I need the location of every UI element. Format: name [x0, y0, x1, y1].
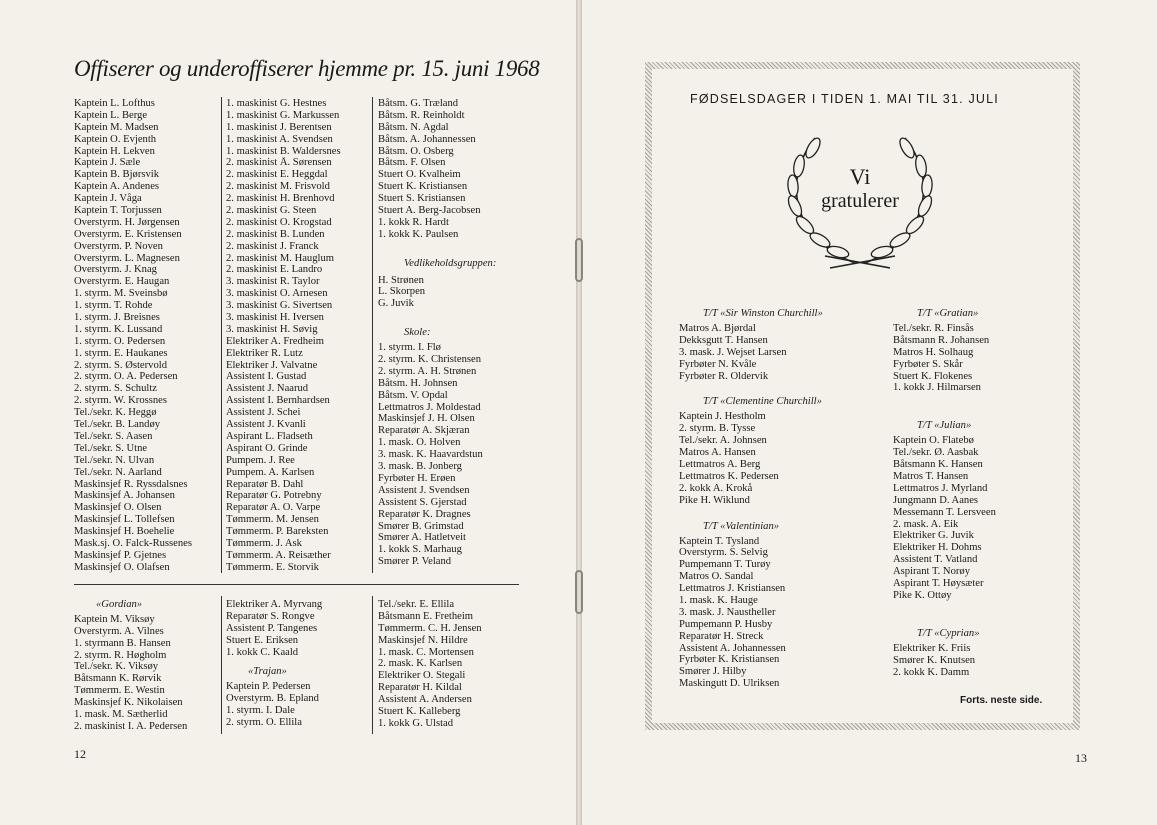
list-item: 2. styrm. S. Østervold — [74, 359, 167, 371]
list-item: Elektriker J. Valvatne — [226, 359, 318, 371]
crew-member: Elektriker G. Juvik — [893, 530, 974, 542]
list-item: 1. maskinist J. Berentsen — [226, 121, 332, 133]
list-item: Maskinsjef H. Boehelie — [74, 526, 175, 538]
list-item: 1. kokk S. Marhaug — [378, 544, 462, 556]
list-item: Pumpem. A. Karlsen — [226, 466, 315, 478]
list-item: 1. styrm. E. Haukanes — [74, 347, 168, 359]
crew-member: Aspirant T. Norøy — [893, 566, 970, 578]
list-item: L. Skorpen — [378, 286, 426, 298]
birthday-column-b — [893, 308, 996, 692]
staple-top — [575, 238, 583, 282]
list-item: 1. kokk C. Kaald — [226, 646, 299, 658]
list-item: 1. styrm. I. Flø — [378, 342, 441, 354]
list-item: 2. styrm. S. Schultz — [74, 383, 157, 395]
list-item: Assistent J. Schei — [226, 407, 301, 419]
list-item: Pumpem. J. Ree — [226, 454, 295, 466]
wreath-text — [820, 165, 900, 213]
continued-note: Forts. neste side. — [960, 695, 1043, 706]
list-item: Tømmerm. C. H. Jensen — [378, 622, 482, 634]
crew-member: Elektriker H. Dohms — [893, 542, 982, 554]
list-item: 1. maskinist B. Waldersnes — [226, 145, 341, 157]
ship-group — [679, 396, 823, 506]
list-item: Stuert S. Kristiansen — [378, 193, 466, 205]
ship-heading: T/T «Sir Winston Churchill» — [703, 308, 823, 319]
crew-member: Matros A. Hansen — [679, 447, 756, 459]
crew-member: Pumpemann T. Turøy — [679, 559, 771, 571]
list-item: Båtsm. A. Johannessen — [378, 133, 476, 145]
list-item: Maskinsjef O. Olafsen — [74, 561, 170, 573]
page-number-left: 12 — [74, 747, 86, 761]
list-item: 3. maskinist H. Iversen — [226, 312, 324, 324]
list-item: Tel./sekr. B. Landøy — [74, 419, 161, 431]
list-item: Stuert K. Kalleberg — [378, 706, 461, 718]
list-item: Assistent P. Tangenes — [226, 622, 318, 634]
section-divider — [74, 584, 519, 585]
list-item: 1. kokk R. Hardt — [378, 216, 449, 228]
list-item: Tel./sekr. K. Viksøy — [74, 661, 159, 673]
list-item: Assistent J. Svendsen — [378, 484, 470, 496]
list-item: Stuert E. Eriksen — [226, 634, 299, 646]
list-item: Båtsm. N. Agdal — [378, 121, 449, 133]
list-item: Tømmerm. E. Westin — [74, 685, 165, 697]
crew-member: Pike H. Wiklund — [679, 494, 750, 506]
staple-bottom — [575, 570, 583, 614]
list-item: 2. styrm. R. Høgholm — [74, 649, 167, 661]
crew-member: Kaptein J. Hestholm — [679, 411, 766, 423]
crew-member: Fyrbøter N. Kvåle — [679, 358, 757, 370]
crew-member: Kaptein T. Tysland — [679, 535, 760, 547]
list-item: Aspirant L. Fladseth — [226, 430, 313, 442]
list-item: Smører P. Veland — [378, 556, 452, 568]
list-item: 2. maskinist E. Landro — [226, 264, 323, 276]
list-item: Aspirant O. Grinde — [226, 442, 308, 454]
ship-heading: T/T «Gratian» — [917, 308, 979, 319]
crew-member: Lettmatros K. Pedersen — [679, 470, 779, 482]
officers-column-2 — [226, 98, 341, 574]
crew-member: Jungmann D. Aanes — [893, 494, 979, 506]
group-heading: Skole: — [404, 327, 431, 339]
list-item: Kaptein A. Andenes — [74, 181, 160, 193]
crew-member: Assistent T. Vatland — [893, 554, 978, 566]
list-item: 1. maskinist A. Svendsen — [226, 133, 333, 145]
crew-member: 1. kokk J. Hilmarsen — [893, 382, 981, 394]
trajan-column — [226, 599, 322, 729]
list-item: 3. mask. K. Haavardstun — [378, 449, 483, 461]
list-item: Reparatør A. Skjæran — [378, 425, 470, 437]
crew-member: Reparatør H. Streck — [679, 630, 764, 642]
list-item: Maskinsjef K. Nikolaisen — [74, 697, 183, 709]
list-item: Kaptein O. Evjenth — [74, 133, 157, 145]
list-item: Kaptein M. Madsen — [74, 121, 159, 133]
list-item: Tel./sekr. S. Utne — [74, 442, 148, 454]
list-item: Båtsm. O. Osberg — [378, 145, 454, 157]
crew-member: Matros H. Solhaug — [893, 346, 974, 358]
list-item: 2. maskinist B. Lunden — [226, 228, 325, 240]
list-item: Mask.sj. O. Falck-Russenes — [74, 537, 192, 549]
list-item: Maskinsjef A. Johansen — [74, 490, 175, 502]
list-item: Reparatør G. Potrebny — [226, 490, 322, 502]
crew-member: Pike K. Ottøy — [893, 589, 952, 601]
wreath-line-1: Vi — [849, 164, 871, 189]
crew-member: Overstyrm. S. Selvig — [679, 547, 768, 559]
list-item: 2. maskinist M. Hauglum — [226, 252, 334, 264]
crew-member: Matros O. Sandal — [679, 571, 754, 583]
list-item: 2. styrm. W. Krossnes — [74, 395, 167, 407]
list-item: 2. styrm. O. Ellila — [226, 717, 302, 729]
list-item: Reparatør K. Dragnes — [378, 508, 471, 520]
crew-member: Tel./sekr. R. Finsås — [893, 323, 974, 334]
ship-heading: «Gordian» — [96, 599, 143, 610]
list-item: Overstyrm. J. Knag — [74, 264, 157, 276]
list-item: Assistent J. Naarud — [226, 383, 309, 395]
list-item: 2. styrm. O. A. Pedersen — [74, 371, 178, 383]
crew-member: Pumpemann P. Husby — [679, 618, 773, 630]
crew-member: Fyrbøter R. Oldervik — [679, 370, 769, 382]
list-item: Kaptein J. Våga — [74, 193, 142, 205]
list-item: Maskinsjef J. H. Olsen — [378, 413, 475, 425]
list-item: 1. mask. C. Mortensen — [378, 646, 474, 658]
list-item: Kaptein H. Lekven — [74, 145, 155, 157]
ship-group — [893, 420, 996, 601]
ship-group — [679, 308, 823, 382]
crew-member: 2. mask. A. Eik — [893, 518, 959, 530]
list-item: Maskinsjef P. Gjetnes — [74, 549, 167, 561]
list-item: G. Juvik — [378, 298, 414, 310]
crew-member: Kaptein O. Flatebø — [893, 435, 974, 447]
list-item: Tel./sekr. E. Ellila — [378, 599, 455, 610]
crew-member: 3. mask. J. Naustheller — [679, 606, 776, 618]
list-item: Stuert A. Berg-Jacobsen — [378, 205, 481, 217]
list-item: Kaptein J. Sæle — [74, 157, 141, 169]
list-item: 3. maskinist R. Taylor — [226, 276, 320, 288]
crew-member: Fyrbøter K. Kristiansen — [679, 654, 780, 666]
crew-member: Tel./sekr. Ø. Aasbak — [893, 447, 979, 459]
list-item: 2. styrm. K. Christensen — [378, 354, 481, 366]
list-item: Båtsm. F. Olsen — [378, 157, 446, 169]
list-item: Tømmerm. J. Ask — [226, 537, 302, 549]
ship-group — [893, 628, 996, 679]
ship-group — [893, 308, 996, 394]
list-item: Båtsm. V. Opdal — [378, 389, 448, 401]
ship-heading: T/T «Valentinian» — [703, 520, 780, 532]
list-item: 2. maskinist G. Steen — [226, 205, 317, 217]
crew-member: 2. styrm. B. Tysse — [679, 423, 756, 435]
column-divider — [372, 596, 373, 734]
list-item: Reparatør S. Rongve — [226, 610, 315, 622]
crew-member: Messemann T. Lersveen — [893, 506, 996, 518]
list-item: 3. maskinist G. Sivertsen — [226, 300, 333, 312]
list-item: Kaptein B. Bjørsvik — [74, 169, 160, 181]
list-item: Kaptein M. Viksøy — [74, 613, 155, 625]
list-item: 1. styrm. T. Rohde — [74, 300, 153, 312]
list-item: 1. kokk G. Ulstad — [378, 717, 454, 729]
list-item: 2. maskinist I. A. Pedersen — [74, 720, 188, 732]
ship-heading: T/T «Clementine Churchill» — [703, 396, 822, 408]
column-divider — [221, 97, 222, 573]
crew-member: 1. mask. K. Hauge — [679, 595, 758, 607]
ship-heading: T/T «Cyprian» — [917, 627, 980, 639]
list-item: Overstyrm. E. Kristensen — [74, 228, 182, 240]
list-item: 1. styrmann B. Hansen — [74, 637, 171, 649]
list-item: Overstyrm. P. Noven — [74, 240, 163, 252]
list-item: 2. maskinist O. Krogstad — [226, 216, 332, 228]
list-item: 2. maskinist H. Brenhovd — [226, 193, 335, 205]
crew-member: Båtsmann R. Johansen — [893, 334, 990, 346]
crew-member: Assistent A. Johannessen — [679, 642, 786, 654]
bottom-column-3 — [378, 599, 482, 730]
list-item: 1. styrm. J. Breisnes — [74, 312, 160, 324]
crew-member: Aspirant T. Høysæter — [893, 578, 984, 590]
list-item: 2. mask. K. Karlsen — [378, 658, 463, 670]
list-item: 3. maskinist H. Søvig — [226, 323, 318, 335]
crew-member: Elektriker K. Friis — [893, 642, 971, 654]
list-item: Maskinsjef R. Ryssdalsnes — [74, 478, 188, 490]
list-item: Båtsmann E. Fretheim — [378, 610, 474, 622]
list-item: Tømmerm. A. Reisæther — [226, 549, 331, 561]
crew-member: Lettmatros J. Kristiansen — [679, 583, 786, 595]
crew-member: Smører J. Hilby — [679, 666, 747, 678]
list-item: 1. styrm. M. Sveinsbø — [74, 288, 168, 300]
page-number-right: 13 — [1075, 751, 1087, 765]
list-item: Maskinsjef O. Olsen — [74, 502, 162, 514]
list-item: Reparatør A. O. Varpe — [226, 502, 321, 514]
list-item: Båtsmann K. Rørvik — [74, 673, 162, 685]
officers-column-1 — [74, 98, 192, 574]
list-item: 1. maskinist G. Hestnes — [226, 98, 327, 109]
crew-member: Båtsmann K. Hansen — [893, 459, 983, 471]
list-item: Tømmerm. E. Storvik — [226, 561, 319, 573]
list-item: 1. styrm. I. Dale — [226, 705, 295, 717]
list-item: Assistent S. Gjerstad — [378, 496, 467, 508]
list-item: Elektriker O. Stegali — [378, 670, 466, 682]
column-divider — [372, 97, 373, 573]
crew-member: Smører K. Knutsen — [893, 654, 976, 666]
list-item: Stuert O. Kvalheim — [378, 169, 461, 181]
crew-member: Fyrbøter S. Skår — [893, 358, 963, 370]
list-item: Tel./sekr. K. Heggø — [74, 407, 157, 419]
list-item: Båtsm. R. Reinholdt — [378, 109, 465, 121]
list-item: 2. maskinist M. Frisvold — [226, 181, 330, 193]
list-item: Overstyrm. E. Haugan — [74, 276, 170, 288]
column-divider — [221, 596, 222, 734]
list-item: Kaptein L. Lofthus — [74, 98, 155, 109]
crew-member: 3. mask. J. Wejset Larsen — [679, 346, 787, 358]
crew-member: Lettmatros A. Berg — [679, 459, 761, 471]
group-heading: Vedlikeholdsgruppen: — [404, 257, 497, 269]
list-item: 1. kokk K. Paulsen — [378, 228, 459, 240]
birthday-header: FØDSELSDAGER I TIDEN 1. MAI TIL 31. JULI — [690, 92, 999, 106]
list-item: Smører B. Grimstad — [378, 520, 464, 532]
list-item: Fyrbøter H. Erøen — [378, 472, 456, 484]
crew-member: Matros T. Hansen — [893, 471, 969, 483]
list-item: 2. maskinist E. Heggdal — [226, 169, 328, 181]
list-item: Elektriker A. Fredheim — [226, 335, 324, 347]
crew-member: Dekksgutt T. Hansen — [679, 334, 768, 346]
crew-member: 2. kokk K. Damm — [893, 666, 970, 678]
list-item: 3. maskinist O. Arnesen — [226, 288, 328, 300]
list-item: Overstyrm. B. Epland — [226, 693, 319, 705]
list-item: Reparatør H. Kildal — [378, 682, 462, 694]
list-item: Overstyrm. H. Jørgensen — [74, 216, 180, 228]
ship-heading: T/T «Julian» — [917, 420, 972, 432]
officers-column-3 — [378, 98, 496, 568]
list-item: Maskinsjef N. Hildre — [378, 634, 468, 646]
list-item: 1. mask. M. Sætherlid — [74, 709, 168, 721]
list-item: 2. maskinist Å. Sørensen — [226, 157, 332, 169]
crew-member: Matros A. Bjørdal — [679, 323, 756, 334]
list-item: Stuert K. Kristiansen — [378, 181, 468, 193]
ship-heading: «Trajan» — [248, 666, 287, 678]
list-item: Kaptein L. Berge — [74, 109, 148, 121]
list-item: 1. styrm. O. Pedersen — [74, 335, 166, 347]
list-item: Tømmerm. M. Jensen — [226, 514, 319, 526]
page-title: Offiserer og underoffiserer hjemme pr. 15. juni 1968 — [74, 56, 540, 81]
crew-member: 2. kokk A. Krokå — [679, 482, 753, 494]
crew-member: Tel./sekr. A. Johnsen — [679, 435, 767, 447]
list-item: Tømmerm. P. Bareksten — [226, 526, 329, 538]
crew-member: Lettmatros J. Myrland — [893, 482, 988, 494]
list-item: Elektriker A. Myrvang — [226, 599, 323, 610]
birthday-column-a — [679, 308, 823, 704]
wreath-line-2: gratulerer — [821, 190, 899, 212]
list-item: 2. maskinist J. Franck — [226, 240, 319, 252]
list-item: 2. styrm. A. H. Strønen — [378, 365, 477, 377]
book-spine — [576, 0, 582, 825]
list-item: Overstyrm. A. Vilnes — [74, 625, 164, 637]
list-item: Assistent I. Bernhardsen — [226, 395, 330, 407]
ship-group — [679, 521, 823, 691]
list-item: Assistent I. Gustad — [226, 371, 307, 383]
list-item: Maskinsjef L. Tollefsen — [74, 514, 175, 526]
list-item: 3. mask. B. Jonberg — [378, 461, 462, 473]
list-item: Elektriker R. Lutz — [226, 347, 303, 359]
list-item: Reparatør B. Dahl — [226, 478, 304, 490]
list-item: H. Strønen — [378, 274, 424, 286]
list-item: Assistent J. Kvanli — [226, 419, 306, 431]
list-item: Kaptein P. Pedersen — [226, 681, 311, 693]
list-item: 1. maskinist G. Markussen — [226, 109, 340, 121]
list-item: 1. mask. O. Holven — [378, 437, 461, 449]
gordian-column — [74, 599, 187, 733]
crew-member: Stuert K. Flokenes — [893, 370, 973, 382]
list-item: Båtsm. H. Johnsen — [378, 377, 458, 389]
list-item: Tel./sekr. N. Aarland — [74, 466, 162, 478]
list-item: Kaptein T. Torjussen — [74, 205, 162, 217]
list-item: Smører A. Hatletveit — [378, 532, 466, 544]
list-item: Assistent A. Andersen — [378, 694, 472, 706]
list-item: Overstyrm. L. Magnesen — [74, 252, 180, 264]
list-item: Lettmatros J. Moldestad — [378, 401, 481, 413]
list-item: Tel./sekr. S. Aasen — [74, 430, 153, 442]
list-item: Båtsm. G. Træland — [378, 98, 459, 109]
list-item: Tel./sekr. N. Ulvan — [74, 454, 155, 466]
list-item: 1. styrm. K. Lussand — [74, 323, 163, 335]
crew-member: Maskingutt D. Ulriksen — [679, 678, 780, 690]
